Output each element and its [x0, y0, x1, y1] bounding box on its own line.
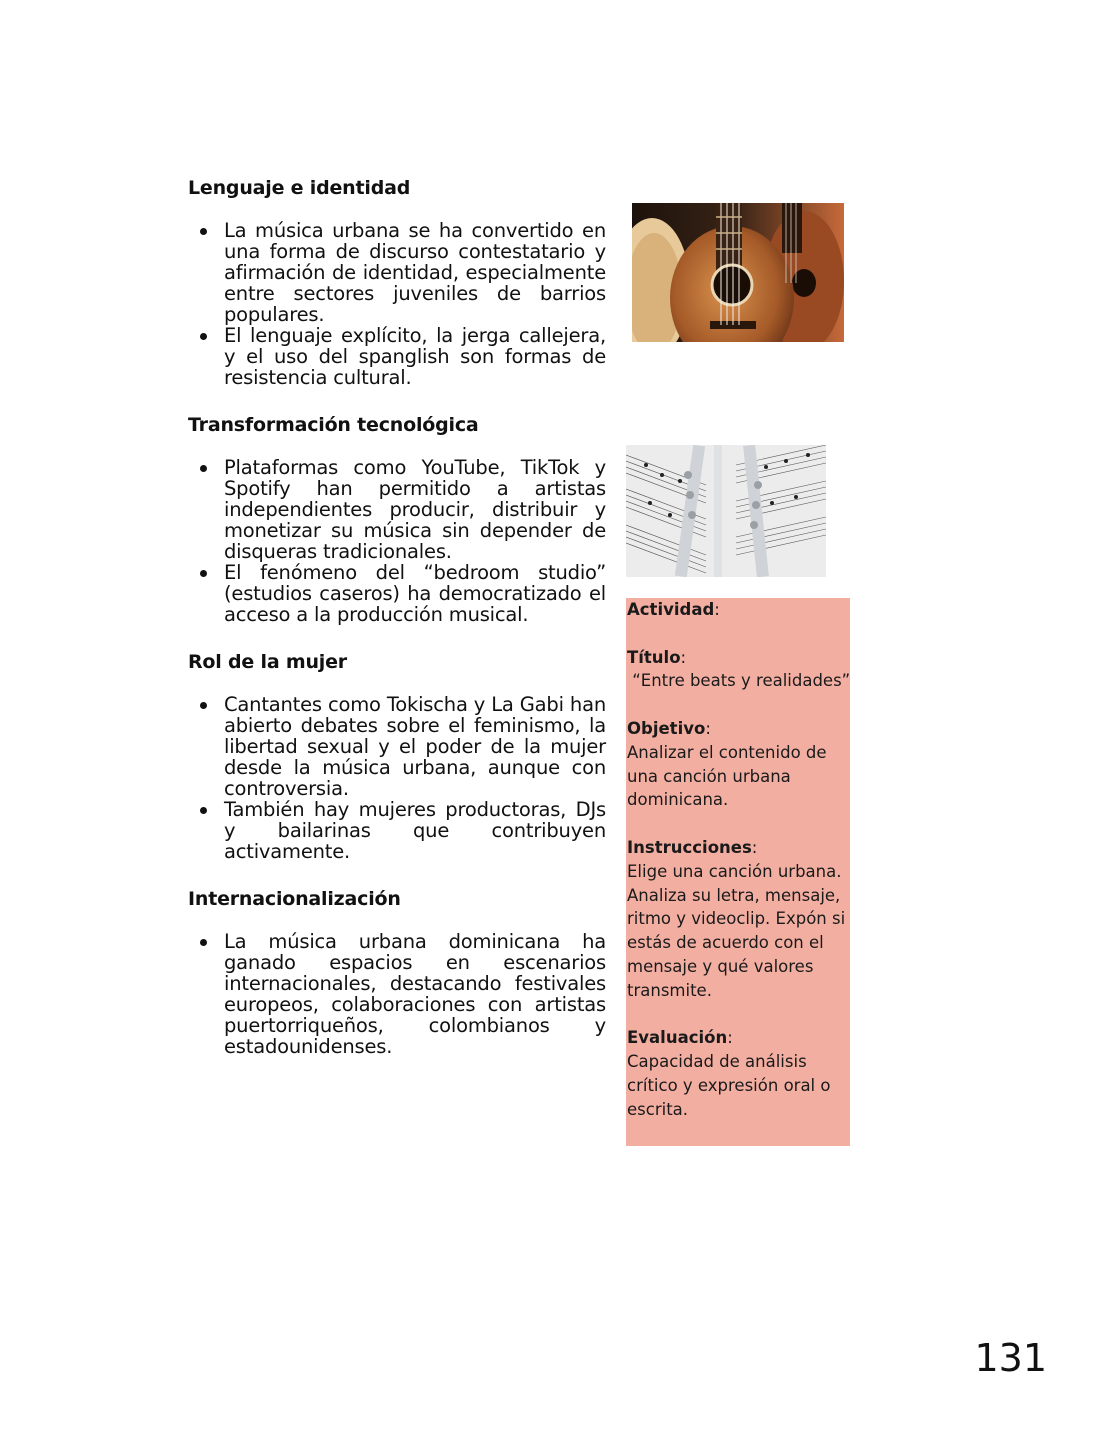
- instructions-value: Elige una canción urbana. Analiza su letra, mensaje, ritmo y videoclip. Expón si estás de acuerdo con el mensaje y qué valores transmite.: [627, 861, 846, 1000]
- ukulele-guitars-photo: [632, 203, 844, 342]
- bullet-item: La música urbana se ha convertido en una forma de discurso contestatario y afirmación de identidad, especialmente entre sectores juveniles de barrios populares.: [188, 220, 606, 325]
- activity-label-line: Actividad:: [627, 600, 720, 619]
- section-heading: Transformación tecnológica: [188, 414, 479, 436]
- section-internacionalizacion: [188, 887, 606, 1057]
- evaluation-label-line: Evaluación:: [627, 1028, 733, 1048]
- bullet-list: [188, 694, 606, 862]
- section-transformacion-tecnologica: [188, 413, 606, 625]
- objective-label: Objetivo: [627, 718, 706, 738]
- main-content: [188, 176, 606, 1057]
- objective-value: Analizar el contenido de una canción urbana dominicana.: [627, 742, 827, 810]
- bullet-item: El lenguaje explícito, la jerga callejera, y el uso del spanglish son formas de resistencia cultural.: [188, 325, 606, 388]
- title-label: Título: [627, 647, 681, 667]
- title-label-line: Título:: [627, 647, 687, 667]
- section-heading: Lenguaje e identidad: [188, 177, 411, 199]
- evaluation-value: Capacidad de análisis crítico y expresión oral o escrita.: [627, 1052, 831, 1119]
- section-lenguaje-identidad: [188, 176, 606, 388]
- bullet-item: Cantantes como Tokischa y La Gabi han abierto debates sobre el feminismo, la libertad sexual y el poder de la mujer desde la música urbana, aunque con controversia.: [188, 694, 606, 799]
- bullet-item: Plataformas como YouTube, TikTok y Spotify han permitido a artistas independientes producir, distribuir y monetizar su música sin depender de disqueras tradicionales.: [188, 457, 606, 562]
- instructions-label-line: Instrucciones:: [627, 837, 758, 857]
- evaluation-label: Evaluación: [627, 1028, 728, 1048]
- bullet-list: [188, 457, 606, 625]
- section-heading: Rol de la mujer: [188, 651, 347, 673]
- instructions-label: Instrucciones: [627, 837, 752, 857]
- bullet-item: La música urbana dominicana ha ganado espacios en escenarios internacionales, destacando festivales europeos, colaboraciones con artistas puertorriqueños, colombianos y estadounidenses.: [188, 931, 606, 1057]
- bullet-item: El fenómeno del “bedroom studio” (estudios caseros) ha democratizado el acceso a la producción musical.: [188, 562, 606, 625]
- activity-label: Actividad: [627, 600, 715, 619]
- bullet-item: También hay mujeres productoras, DJs y bailarinas que contribuyen activamente.: [188, 799, 606, 862]
- bullet-list: [188, 931, 606, 1057]
- objective-label-line: Objetivo:: [627, 718, 711, 738]
- activity-box: [626, 598, 850, 1146]
- section-heading: Internacionalización: [188, 888, 401, 910]
- bullet-list: [188, 220, 606, 388]
- page-number: 131: [974, 1336, 1047, 1380]
- title-value: “Entre beats y realidades”: [627, 671, 851, 691]
- section-rol-mujer: [188, 650, 606, 862]
- flutes-sheet-music-photo: [626, 445, 826, 577]
